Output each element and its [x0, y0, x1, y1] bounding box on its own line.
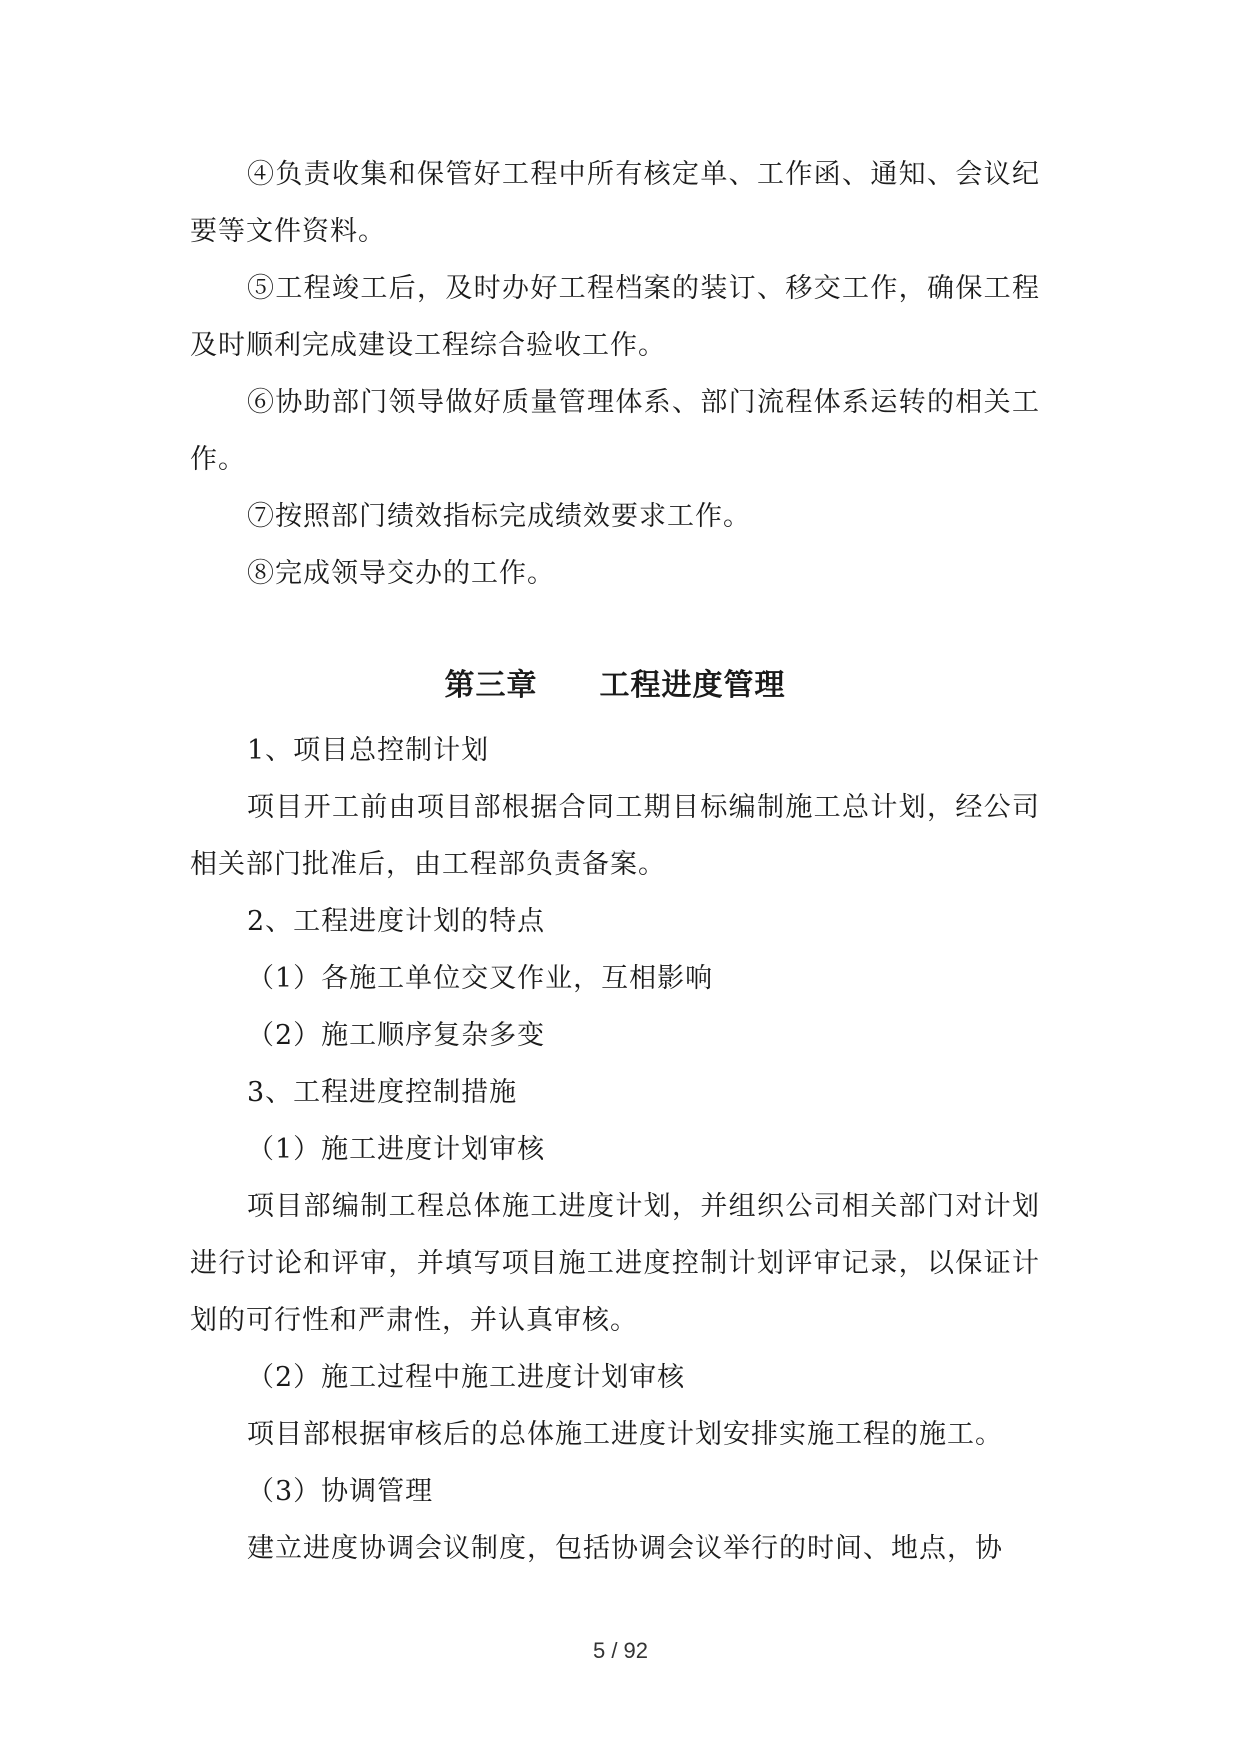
section-heading-2: 2、工程进度计划的特点 [247, 906, 546, 937]
paragraph-process-review: 项目部根据审核后的总体施工进度计划安排实施工程的施工。 [247, 1419, 1003, 1450]
paragraph-master-plan: 项目开工前由项目部根据合同工期目标编制施工总计划，经公司相关部门批准后，由工程部负责备案。 [190, 792, 1040, 880]
subheading-process-review: （2）施工过程中施工进度计划审核 [247, 1362, 686, 1393]
paragraph-plan-review: 项目部编制工程总体施工进度计划，并组织公司相关部门对计划进行讨论和评审，并填写项目施工进度控制计划评审记录，以保证计划的可行性和严肃性，并认真审核。 [190, 1191, 1040, 1336]
subheading-coordination: （3）协调管理 [247, 1476, 434, 1507]
paragraph-coordination: 建立进度协调会议制度，包括协调会议举行的时间、地点，协 [247, 1533, 1003, 1564]
paragraph-item-5: ⑤工程竣工后，及时办好工程档案的装订、移交工作，确保工程及时顺利完成建设工程综合验收工作。 [190, 273, 1040, 361]
page-number: 5 / 92 [592, 1638, 649, 1663]
subheading-plan-review: （1）施工进度计划审核 [247, 1134, 546, 1165]
section-heading-3: 3、工程进度控制措施 [247, 1077, 518, 1108]
paragraph-item-7: ⑦按照部门绩效指标完成绩效要求工作。 [247, 501, 751, 532]
paragraph-item-8: ⑧完成领导交办的工作。 [247, 558, 555, 589]
chapter-title: 第三章 工程进度管理 [444, 668, 786, 703]
list-item-feature-1: （1）各施工单位交叉作业，互相影响 [247, 963, 714, 994]
paragraph-item-4: ④负责收集和保管好工程中所有核定单、工作函、通知、会议纪要等文件资料。 [190, 159, 1040, 247]
page-content [190, 146, 1040, 1577]
list-item-feature-2: （2）施工顺序复杂多变 [247, 1020, 546, 1051]
paragraph-item-6: ⑥协助部门领导做好质量管理体系、部门流程体系运转的相关工作。 [190, 387, 1040, 475]
section-heading-1: 1、项目总控制计划 [247, 735, 490, 766]
